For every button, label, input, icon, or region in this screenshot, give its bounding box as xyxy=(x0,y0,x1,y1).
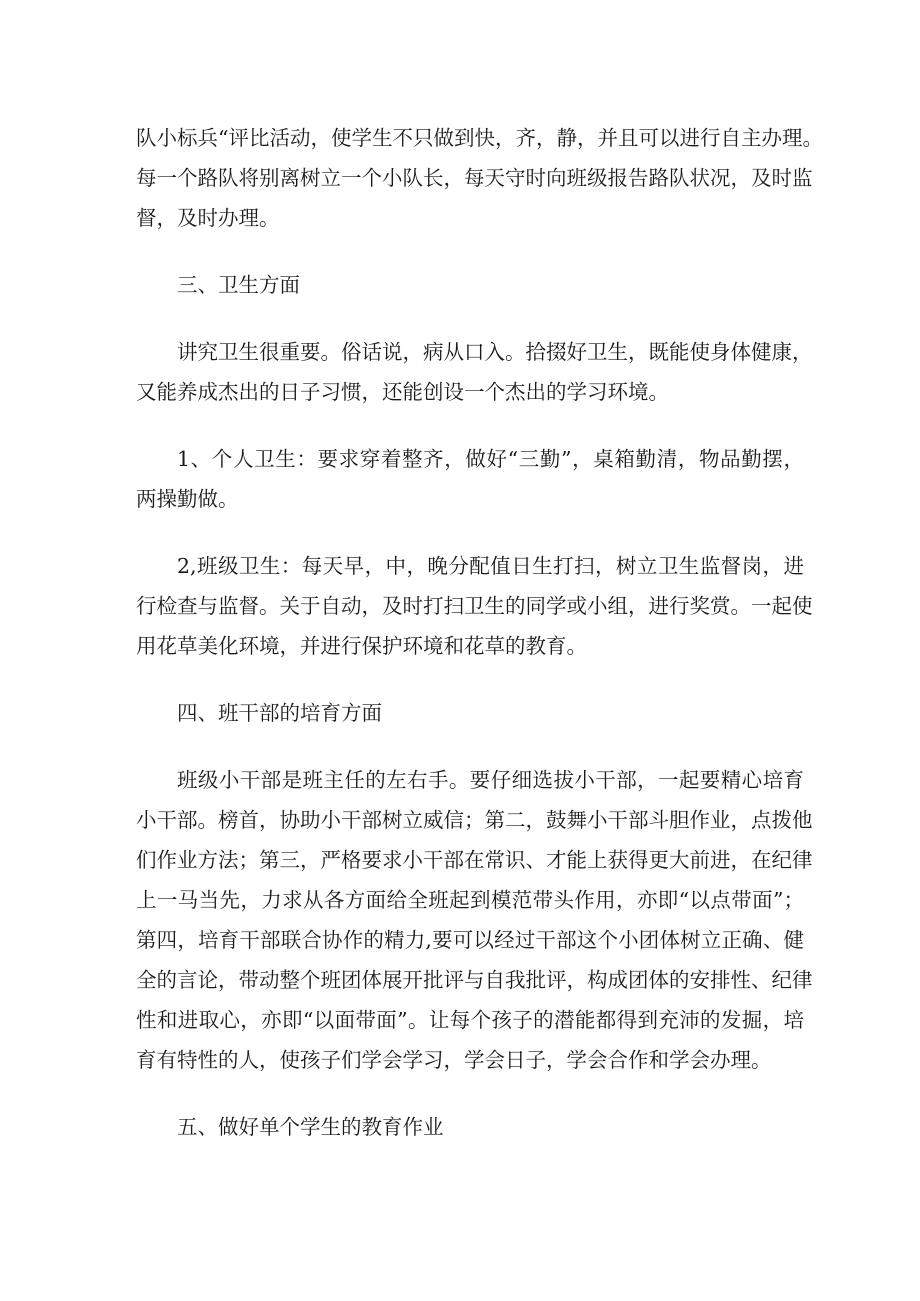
text-line: 行检查与监督。关于自动，及时打扫卫生的同学或小组，进行奖赏。一起使 xyxy=(136,594,813,618)
text-line: 第四，培育干部联合协作的精力,要可以经过干部这个小团体树立正确、健 xyxy=(136,928,804,952)
text-line: 们作业方法；第三，严格要求小干部在常识、才能上获得更大前进，在纪律 xyxy=(136,848,813,872)
document-page xyxy=(136,118,823,1147)
text-line: 讲究卫生很重要。俗话说，病从口入。拾掇好卫生，既能使身体健康， xyxy=(177,340,813,364)
text-line: 小干部。榜首，协助小干部树立威信；第二，鼓舞小干部斗胆作业，点拨他 xyxy=(136,808,813,832)
text-line: 每一个路队将别离树立一个小队长，每天守时向班级报告路队状况，及时监 xyxy=(136,166,813,190)
text-line: 用花草美化环境，并进行保护环境和花草的教育。 xyxy=(136,634,587,658)
text-line: 性和进取心，亦即“以面带面”。让每个孩子的潜能都得到充沛的发掘，培 xyxy=(136,1008,804,1032)
paragraph-spacer xyxy=(136,1080,804,1107)
text-line: 督，及时办理。 xyxy=(136,206,280,230)
paragraph-spacer xyxy=(136,733,804,760)
paragraph-spacer xyxy=(136,305,804,332)
paragraph-spacer xyxy=(136,519,804,546)
text-line: 三、卫生方面 xyxy=(177,273,300,297)
text-line: 1、个人卫生：要求穿着整齐，做好“三勤”，桌箱勤清，物品勤摆， xyxy=(177,447,804,471)
text-line: 两操勤做。 xyxy=(136,487,239,511)
text-line: 队小标兵“评比活动，使学生不只做到快，齐，静，并且可以进行自主办理。 xyxy=(136,126,823,150)
text-line: 上一马当先，力求从各方面给全班起到模范带头作用，亦即“以点带面”； xyxy=(136,888,804,912)
text-line: 全的言论，带动整个班团体展开批评与自我批评，构成团体的安排性、纪律 xyxy=(136,968,813,992)
paragraph-spacer xyxy=(136,412,804,439)
paragraph-spacer xyxy=(136,666,804,693)
text-line: 班级小干部是班主任的左右手。要仔细选拔小干部，一起要精心培育 xyxy=(177,768,804,792)
text-line: 2,班级卫生：每天早，中，晚分配值日生打扫，树立卫生监督岗，进 xyxy=(177,554,804,578)
text-line: 四、班干部的培育方面 xyxy=(177,701,382,725)
text-line: 又能养成杰出的日子习惯，还能创设一个杰出的学习环境。 xyxy=(136,380,669,404)
text-line: 五、做好单个学生的教育作业 xyxy=(177,1115,444,1139)
paragraph-spacer xyxy=(136,238,804,265)
text-line: 育有特性的人，使孩子们学会学习，学会日子，学会合作和学会办理。 xyxy=(136,1048,772,1072)
